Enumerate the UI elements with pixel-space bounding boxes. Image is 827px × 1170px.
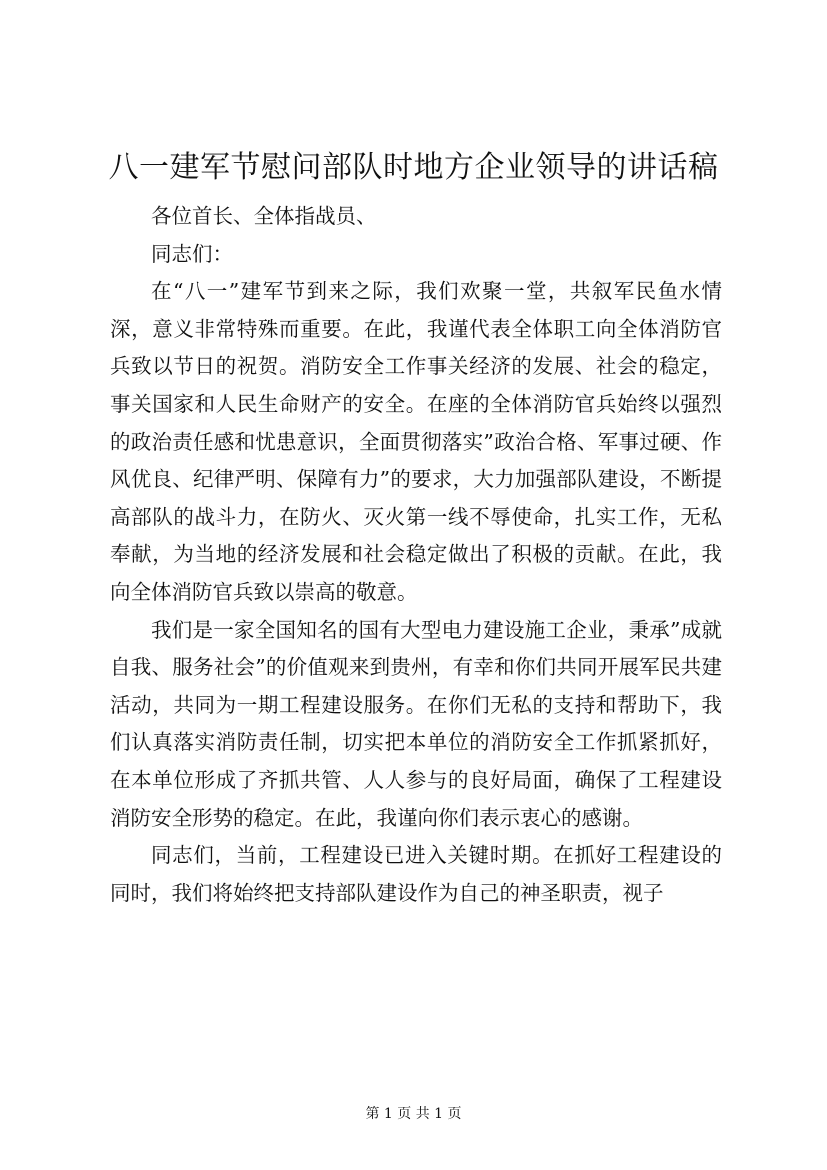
- paragraph-1: 在“八一”建军节到来之际，我们欢聚一堂，共叙军民鱼水情深，意义非常特殊而重要。在此，我谨代表全体职工向全体消防官兵致以节日的祝贺。消防安全工作事关经济的发展、社会的稳定，事关国家和人民生命财产的安全。在座的全体消防官兵始终以强烈的政治责任感和忧患意识，全面贯彻落实”政治合格、军事过硬、作风优良、纪律严明、保障有力”的要求，大力加强部队建设，不断提高部队的战斗力，在防火、灭火第一线不辱使命，扎实工作，无私奉献，为当地的经济发展和社会稳定做出了积极的贡献。在此，我向全体消防官兵致以崇高的敬意。: [110, 279, 722, 604]
- salutation-line-2: 同志们：: [151, 241, 233, 266]
- salutation-line-1: 各位首长、全体指战员、: [151, 204, 377, 228]
- document-title: 八一建军节慰问部队时地方企业领导的讲话稿: [108, 150, 719, 185]
- paragraph-2: 我们是一家全国知名的国有大型电力建设施工企业，秉承”成就自我、服务社会”的价值观来到贵州，有幸和你们共同开展军民共建活动，共同为一期工程建设服务。在你们无私的支持和帮助下，我们认真落实消防责任制，切实把本单位的消防安全工作抓紧抓好，在本单位形成了齐抓共管、人人参与的良好局面，确保了工程建设消防安全形势的稳定。在此，我谨向你们表示衷心的感谢。: [110, 617, 722, 830]
- paragraph-3: 同志们，当前，工程建设已进入关键时期。在抓好工程建设的同时，我们将始终把支持部队建设作为自己的神圣职责，视子: [110, 843, 722, 905]
- page-footer: 第 1 页 共 1 页: [365, 1106, 462, 1122]
- document-body: [110, 198, 722, 912]
